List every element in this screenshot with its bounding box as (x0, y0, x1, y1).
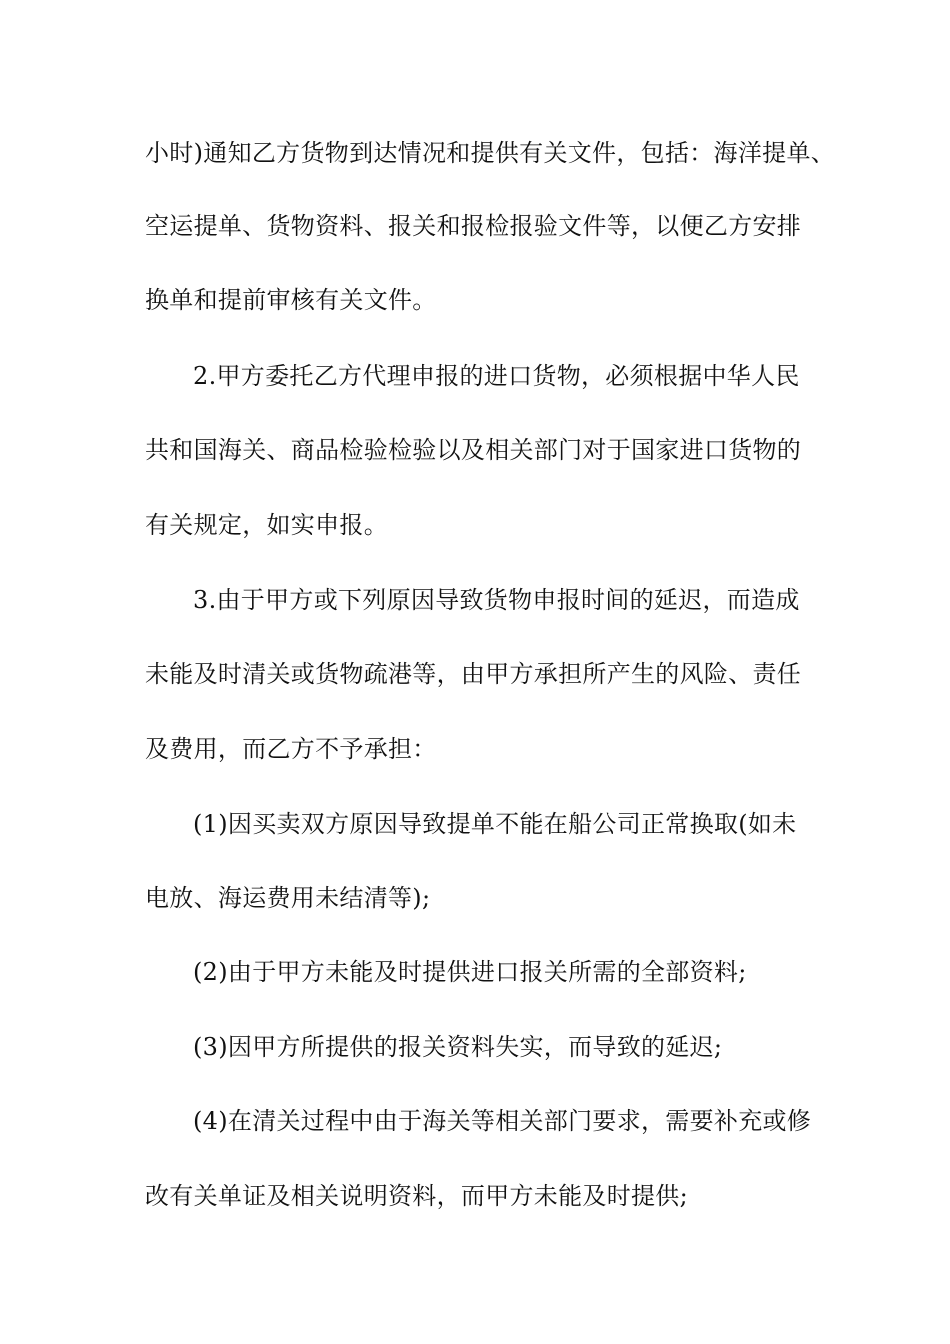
list-item-1: (1)因买卖双方原因导致提单不能在船公司正常换取(如未 (193, 810, 797, 838)
paragraph-3-start: 3.由于甲方或下列原因导致货物申报时间的延迟，而造成 (193, 586, 800, 614)
text-line: 及费用，而乙方不予承担： (145, 735, 437, 763)
text-line: 共和国海关、商品检验检验以及相关部门对于国家进口货物的 (145, 436, 802, 464)
text-line: 有关规定，如实申报。 (145, 511, 388, 539)
list-item-4: (4)在清关过程中由于海关等相关部门要求，需要补充或修 (193, 1107, 812, 1135)
text-line: 换单和提前审核有关文件。 (145, 286, 437, 314)
text-line: 空运提单、货物资料、报关和报检报验文件等，以便乙方安排 (145, 212, 802, 240)
text-line: 电放、海运费用未结清等); (145, 884, 431, 912)
list-item-2: (2)由于甲方未能及时提供进口报关所需的全部资料; (193, 958, 747, 986)
list-item-3: (3)因甲方所提供的报关资料失实，而导致的延迟; (193, 1033, 723, 1061)
paragraph-2-start: 2.甲方委托乙方代理申报的进口货物，必须根据中华人民 (193, 362, 800, 390)
text-line: 未能及时清关或货物疏港等，由甲方承担所产生的风险、责任 (145, 660, 802, 688)
text-line: 改有关单证及相关说明资料，而甲方未能及时提供; (145, 1182, 688, 1210)
text-line: 小时)通知乙方货物到达情况和提供有关文件，包括：海洋提单、 (145, 139, 836, 167)
